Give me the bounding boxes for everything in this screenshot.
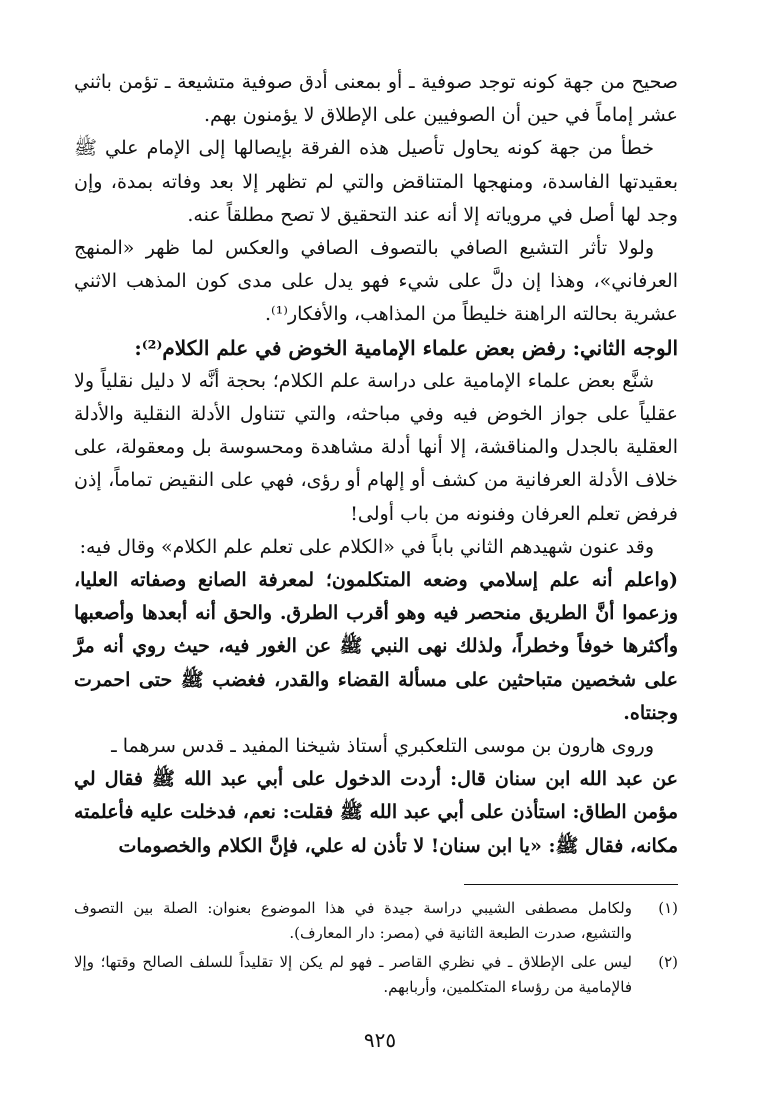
- paragraph-3: ولولا تأثر التشيع الصافي بالتصوف الصافي والعكس لما ظهر «المنهج العرفاني»، وهذا إن دلَّ على شيء فهو يدل على مدى كون المذهب الاثني عشرية بحالته الراهنة خليطاً من المذاهب، والأفكار⁽¹⁾.: [74, 237, 678, 326]
- footnote-text: ليس على الإطلاق ـ في نظري القاصر ـ فهو لم يكن إلا تقليداً للسلف الصالح وقتها؛ وإلا فالإمامية من رؤساء المتكلمين، وأربابهم.: [74, 953, 632, 996]
- paragraph-2: خطأ من جهة كونه يحاول تأصيل هذه الفرقة بإيصالها إلى الإمام علي ﷺ بعقيدتها الفاسدة، ومنهجها المتناقض والتي لم تظهر إلا بعد وفاته بمدة، وإن وجد لها أصل في مروياته إلا أنه عند التحقيق لا تصح مطلقاً عنه.: [74, 137, 678, 226]
- page-number: ٩٢٥: [363, 1028, 397, 1052]
- quotation-2: عن عبد الله ابن سنان قال: أردت الدخول على أبي عبد الله ﷺ فقال لي مؤمن الطاق: استأذن على أبي عبد الله ﷺ فقلت: نعم، فدخلت عليه فأعلمته مكانه، فقال ﷺ: «يا ابن سنان! لا تأذن له علي، فإنَّ الكلام والخصومات: [74, 768, 678, 857]
- footnote-number: (١): [658, 899, 678, 917]
- footnote-1: [74, 896, 678, 946]
- paragraph-4: شنَّع بعض علماء الإمامية على دراسة علم الكلام؛ بحجة أنَّه لا دليل نقلياً ولا عقلياً على جواز الخوض فيه وفي مباحثه، والتي تتناول الأدلة النقلية والأدلة العقلية بالجدل والمناقشة، إلا أنها أدلة مشاهدة ومحسوسة بل ومعقولة، على خلاف الأدلة العرفانية من كشف أو إلهام أو رؤى، فهي على النقيض تماماً، إذن فرفض تعلم العرفان وفنونه من باب أولى!: [74, 369, 678, 525]
- footnote-divider: [464, 884, 678, 885]
- footnotes: [74, 896, 678, 1004]
- main-text: [74, 66, 678, 863]
- footnote-number: (٢): [658, 953, 678, 971]
- section-heading: الوجه الثاني: رفض بعض علماء الإمامية الخوض في علم الكلام⁽²⁾:: [134, 335, 678, 360]
- footnote-text: ولكامل مصطفى الشيبي دراسة جيدة في هذا الموضوع بعنوان: الصلة بين التصوف والتشيع، صدرت الطبعة الثانية في (مصر: دار المعارف).: [74, 899, 632, 942]
- paragraph-1: صحيح من جهة كونه توجد صوفية ـ أو بمعنى أدق صوفية متشيعة ـ تؤمن باثني عشر إماماً في حين أن الصوفيين على الإطلاق لا يؤمنون بهم.: [74, 71, 678, 127]
- paragraph-5: وقد عنون شهيدهم الثاني باباً في «الكلام على تعلم علم الكلام» وقال فيه:: [79, 535, 654, 558]
- paragraph-6: وروى هارون بن موسى التلعكبري أستاذ شيخنا المفيد ـ قدس سرهما ـ: [111, 735, 654, 758]
- quotation-1: (واعلم أنه علم إسلامي وضعه المتكلمون؛ لمعرفة الصانع وصفاته العليا، وزعموا أنَّ الطريق منحصر فيه وهو أقرب الطرق. والحق أنه أبعدها وأصعبها وأكثرها خوفاً وخطراً، ولذلك نهى النبي ﷺ عن الغور فيه، حيث روي أنه مرَّ على شخصين متباحثين على مسألة القضاء والقدر، فغضب ﷺ حتى احمرت وجنتاه.: [74, 569, 678, 724]
- footnote-2: [74, 950, 678, 1000]
